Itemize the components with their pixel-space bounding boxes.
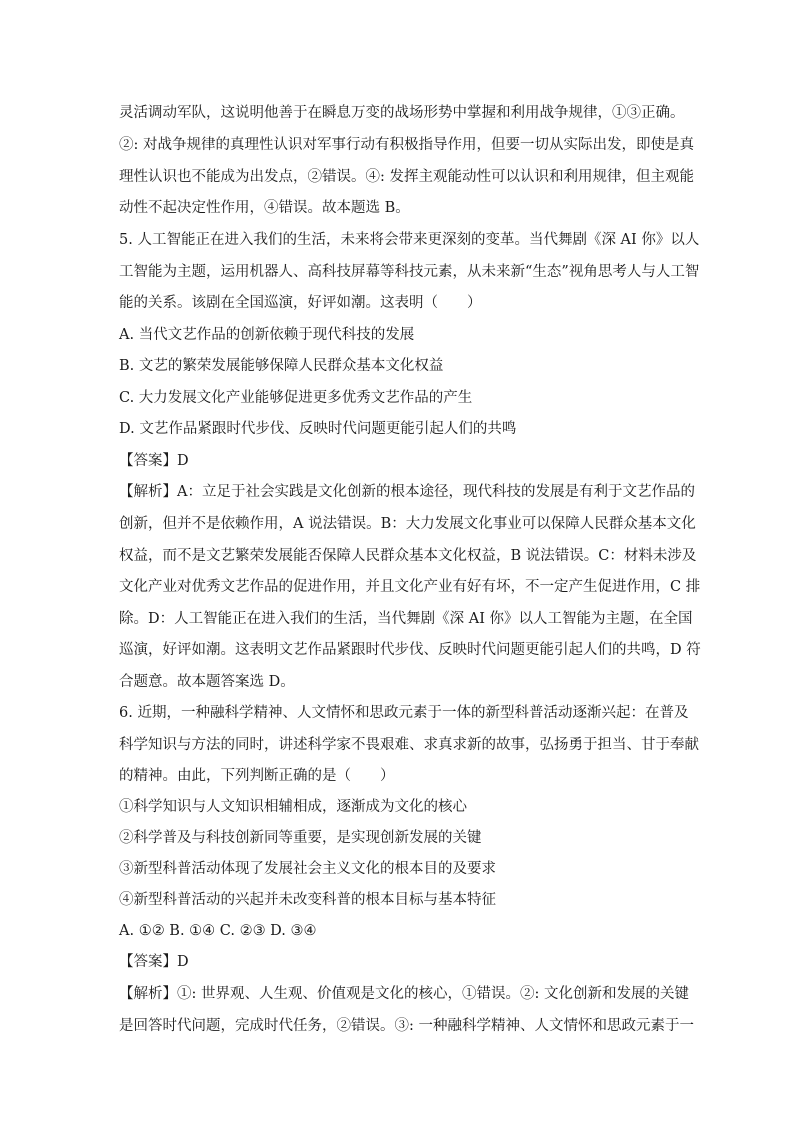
text-line: 理性认识也不能成为出发点，②错误。④: 发挥主观能动性可以认识和利用规律，但主观能 (119, 169, 694, 185)
explanation-5: 合题意。故本题答案选 D。 (119, 674, 295, 690)
explanation-5: 创新，但并不是依赖作用，A 说法错误。B：大力发展文化事业可以保障人民群众基本文化 (119, 516, 696, 532)
explanation-5: 除。D：人工智能正在进入我们的生活，当代舞剧《深 AI 你》以人工智能为主题，在全国 (119, 611, 693, 627)
explanation-6: 【解析】①: 世界观、人生观、价值观是文化的核心，①错误。②: 文化创新和发展的关键 (119, 986, 689, 1002)
answer-6: 【答案】D (119, 954, 189, 970)
explanation-5: 【解析】A：立足于社会实践是文化创新的根本途径，现代科技的发展是有利于文艺作品的 (119, 484, 695, 500)
statement-3: ③新型科普活动体现了发展社会主义文化的根本目的及要求 (119, 861, 496, 877)
statement-1: ①科学知识与人文知识相辅相成，逐渐成为文化的核心 (119, 799, 467, 815)
question-6-stem: 的精神。由此，下列判断正确的是（ ） (119, 768, 395, 784)
text-line: 灵活调动军队，这说明他善于在瞬息万变的战场形势中掌握和利用战争规律，①③正确。 (119, 105, 685, 121)
text-line: 动性不起决定性作用，④错误。故本题选 B。 (119, 200, 410, 216)
statement-4: ④新型科普活动的兴起并未改变科普的根本目标与基本特征 (119, 892, 496, 908)
explanation-5: 巡演，好评如潮。这表明文艺作品紧跟时代步伐、反映时代问题更能引起人们的共鸣，D 符 (119, 642, 701, 658)
option-b: B. 文艺的繁荣发展能够保障人民群众基本文化权益 (119, 358, 444, 374)
question-5-stem: 5. 人工智能正在进入我们的生活，未来将会带来更深刻的变革。当代舞剧《深 AI 你》以人 (119, 232, 700, 248)
answer-5: 【答案】D (119, 453, 189, 469)
explanation-6: 是回答时代问题，完成时代任务，②错误。③: 一种融科学精神、人文情怀和思政元素于一 (119, 1018, 694, 1034)
option-c: C. 大力发展文化产业能够促进更多优秀文艺作品的产生 (119, 390, 473, 406)
options-6: A. ①② B. ①④ C. ②③ D. ③④ (119, 923, 317, 939)
question-6-stem: 科学知识与方法的同时，讲述科学家不畏艰难、求真求新的故事，弘扬勇于担当、甘于奉献 (119, 737, 699, 753)
question-5-stem: 能的关系。该剧在全国巡演，好评如潮。这表明（ ） (119, 295, 482, 311)
statement-2: ②科学普及与科技创新同等重要，是实现创新发展的关键 (119, 830, 482, 846)
option-d: D. 文艺作品紧跟时代步伐、反映时代问题更能引起人们的共鸣 (119, 421, 517, 437)
explanation-5: 文化产业对优秀文艺作品的促进作用，并且文化产业有好有坏，不一定产生促进作用，C 排 (119, 579, 701, 595)
option-a: A. 当代文艺作品的创新依赖于现代科技的发展 (119, 327, 415, 343)
question-5-stem: 工智能为主题，运用机器人、高科技屏幕等科技元素，从未来新“生态”视角思考人与人工智 (119, 264, 700, 280)
explanation-5: 权益，而不是文艺繁荣发展能否保障人民群众基本文化权益，B 说法错误。C：材料未涉及 (119, 548, 697, 564)
question-6-stem: 6. 近期，一种融科学精神、人文情怀和思政元素于一体的新型科普活动逐渐兴起：在普及 (119, 705, 689, 721)
text-line: ②: 对战争规律的真理性认识对军事行动有积极指导作用，但要一切从实际出发，即使是真 (119, 137, 694, 153)
